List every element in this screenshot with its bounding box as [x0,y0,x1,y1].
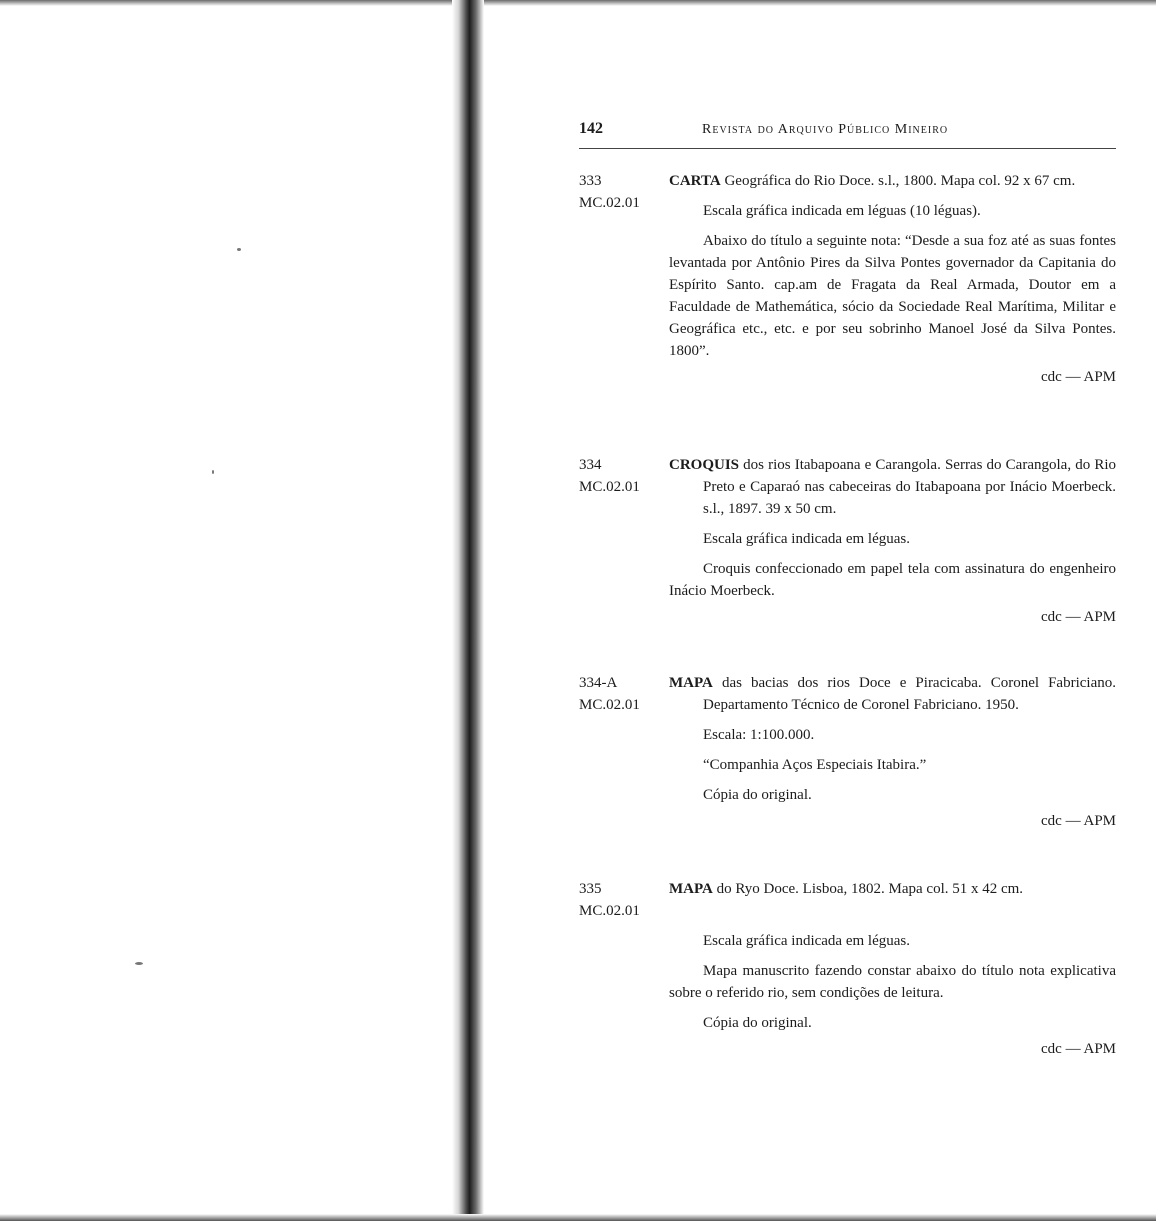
running-title: Revista do Arquivo Público Mineiro [702,122,949,137]
entry-note: Abaixo do título a seguinte nota: “Desde a sua foz até as suas fontes levantada por Antônio Pires da Silva Pontes governador da Capitania do Espírito Santo. cap.am de Fragata da Real Armada, Doutor em a Faculdade de Mathemática, sócio da Sociedade Real Marítima, Militar e Geográfica etc., etc. e por seu sobrinho Manoel José da Silva Pontes. 1800”. [669,233,1116,359]
entry-number: 334-A [579,675,618,691]
entry-title-word: MAPA [669,881,713,897]
entry-note: Croquis confeccionado em papel tela com assinatura do engenheiro Inácio Moerbeck. [669,561,1116,599]
entry-heading [669,170,1116,192]
entry-id [579,672,669,716]
entry-code: MC.02.01 [579,479,640,495]
entry-note: Cópia do original. [703,1015,812,1031]
entry-title-word: MAPA [669,675,713,691]
entry-code: MC.02.01 [579,903,640,919]
entry-note: Escala gráfica indicada em léguas. [703,531,910,547]
entry-heading [669,878,1116,900]
entry-note: Mapa manuscrito fazendo constar abaixo do título nota explicativa sobre o referido rio, sem condições de leitura. [669,963,1116,1001]
entry-body [669,672,1116,832]
page-number: 142 [579,120,603,137]
entry-title-rest: do Ryo Doce. Lisboa, 1802. Mapa col. 51 x 42 cm. [712,881,1024,897]
entry-credit: cdc — APM [1041,609,1116,625]
entry-number: 334 [579,457,602,473]
entry-number: 333 [579,173,602,189]
entry-heading [669,672,1116,716]
entry-number: 335 [579,881,602,897]
entry-title-word: CARTA [669,173,721,189]
page-bottom-edge [0,1214,1156,1221]
entry-title-rest: Geográfica do Rio Doce. s.l., 1800. Mapa col. 92 x 67 cm. [720,173,1076,189]
entry-body [669,454,1116,628]
entry-note: “Companhia Aços Especiais Itabira.” [703,757,927,773]
entry-title-rest: dos rios Itabapoana e Carangola. Serras do Carangola, do Rio Preto e Caparaó nas cabeceiras do Itabapoana por Inácio Moerbeck. s.l., 1897. 39 x 50 cm. [703,457,1116,517]
entry-note: Escala: 1:100.000. [703,727,815,743]
paper-speck [237,248,241,251]
entry-credit: cdc — APM [1041,369,1116,385]
book-gutter [452,0,484,1221]
entry-id [579,878,669,922]
paper-speck [135,962,143,965]
entry-note: Cópia do original. [703,787,812,803]
entry-code: MC.02.01 [579,195,640,211]
entry-credit: cdc — APM [1041,1041,1116,1057]
entry-body [669,878,1116,1060]
entry-id [579,454,669,498]
entry-heading [669,454,1116,520]
entry-id [579,170,669,214]
entry-note: Escala gráfica indicada em léguas. [703,933,910,949]
entry-title-rest: das bacias dos rios Doce e Piracicaba. Coronel Fabriciano. Departamento Técnico de Coronel Fabriciano. 1950. [703,675,1116,713]
paper-speck [212,470,214,474]
page-top-edge [0,0,1156,6]
entry-body [669,170,1116,388]
entry-code: MC.02.01 [579,697,640,713]
entry-credit: cdc — APM [1041,813,1116,829]
page-header [579,120,1116,149]
entry-note: Escala gráfica indicada em léguas (10 léguas). [703,203,981,219]
entry-title-word: CROQUIS [669,457,740,473]
